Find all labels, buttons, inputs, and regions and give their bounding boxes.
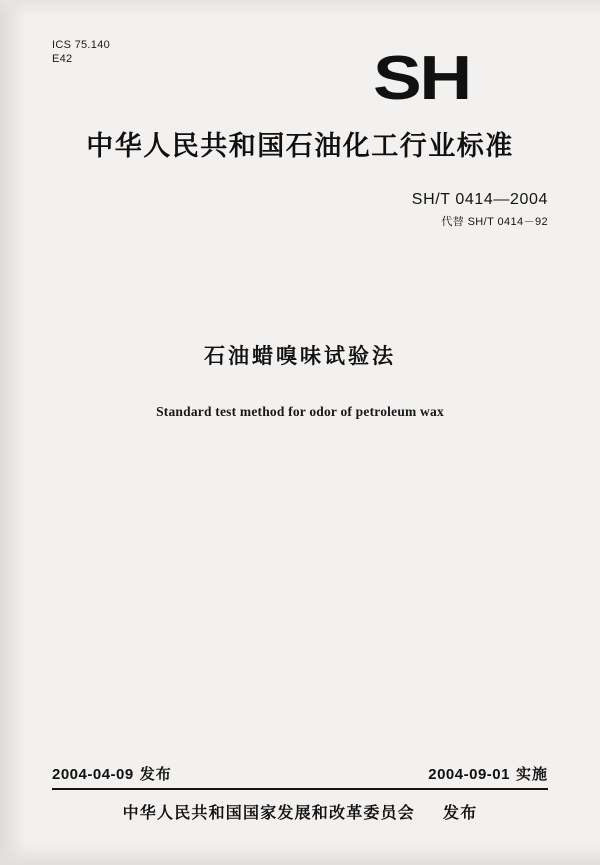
document-title-en: Standard test method for odor of petroleum wax: [156, 404, 444, 419]
standard-number-block: [412, 190, 548, 231]
implement-date-group: [428, 763, 548, 784]
issuing-authority-name: 中华人民共和国国家发展和改革委员会: [122, 803, 415, 822]
issue-date-group: [52, 763, 172, 784]
replaces-note: 代替 SH/T 0414－92: [441, 216, 548, 228]
series-title: 中华人民共和国石油化工行业标准: [86, 131, 514, 162]
implement-label: 实施: [515, 765, 548, 783]
ics-block: [52, 38, 110, 66]
date-row: [52, 763, 548, 784]
standard-number: SH/T 0414—2004: [411, 191, 548, 208]
issuing-authority-action: 发布: [443, 803, 478, 822]
implement-date: 2004-09-01: [428, 766, 510, 783]
issuing-authority: [0, 800, 600, 823]
horizontal-divider: [52, 788, 548, 790]
ics-code: ICS 75.140: [52, 39, 111, 51]
classification-code: E42: [52, 53, 73, 65]
document-title-cn: 石油蜡嗅味试验法: [204, 344, 396, 368]
issue-label: 发布: [139, 765, 172, 783]
sh-logo: SH: [372, 44, 470, 113]
issue-date: 2004-04-09: [52, 766, 134, 783]
